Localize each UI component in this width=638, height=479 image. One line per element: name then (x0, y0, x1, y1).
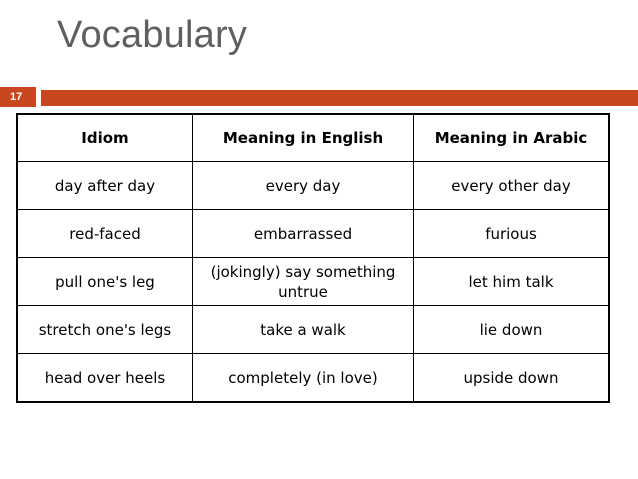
idiom-cell: pull one's leg (17, 258, 193, 306)
idiom-cell: red-faced (17, 210, 193, 258)
table-row (17, 162, 609, 210)
meaning-arabic-cell: every other day (414, 162, 610, 210)
table-row (17, 210, 609, 258)
idiom-cell: head over heels (17, 354, 193, 403)
meaning-english-cell: (jokingly) say something untrue (193, 258, 414, 306)
header-meaning-english: Meaning in English (193, 114, 414, 162)
idiom-cell: stretch one's legs (17, 306, 193, 354)
meaning-arabic-cell: let him talk (414, 258, 610, 306)
meaning-english-cell: every day (193, 162, 414, 210)
table-row (17, 306, 609, 354)
meaning-arabic-cell: upside down (414, 354, 610, 403)
table-header-row (17, 114, 609, 162)
meaning-english-cell: embarrassed (193, 210, 414, 258)
table-row (17, 354, 609, 403)
header-meaning-arabic: Meaning in Arabic (414, 114, 610, 162)
title-rule (41, 90, 638, 106)
slide-title: Vocabulary (57, 14, 248, 56)
vocabulary-table (16, 113, 610, 403)
idiom-cell: day after day (17, 162, 193, 210)
table-row (17, 258, 609, 306)
meaning-english-cell: take a walk (193, 306, 414, 354)
meaning-arabic-cell: furious (414, 210, 610, 258)
header-idiom: Idiom (17, 114, 193, 162)
meaning-english-cell: completely (in love) (193, 354, 414, 403)
meaning-arabic-cell: lie down (414, 306, 610, 354)
slide-number: 17 (0, 87, 36, 107)
